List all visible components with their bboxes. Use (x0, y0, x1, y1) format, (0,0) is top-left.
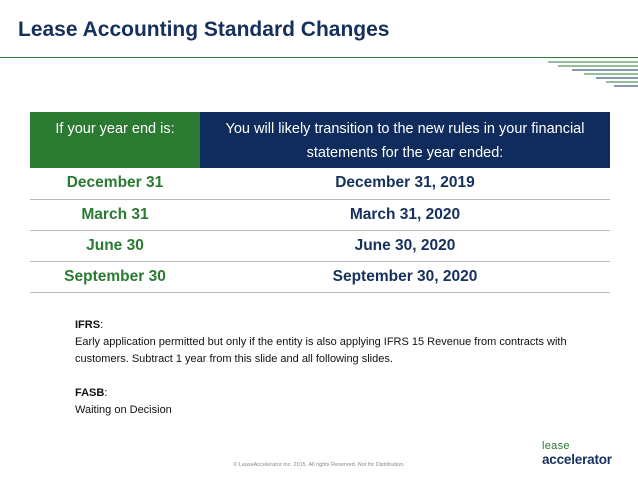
transition-cell: June 30, 2020 (200, 230, 610, 261)
logo-line1: lease (542, 440, 570, 452)
table-row (30, 168, 610, 199)
notes-block (75, 317, 575, 419)
year-end-cell: June 30 (30, 230, 200, 261)
table-header-row (30, 112, 610, 168)
fasb-heading-line: FASB: (75, 387, 108, 399)
table-row (30, 199, 610, 230)
lease-accelerator-logo (540, 440, 636, 474)
table-row (30, 261, 610, 292)
copyright-footer: © LeaseAccelerator Inc. 2015. All rights Reserved. Not for Distribution. (233, 462, 405, 468)
table-row (30, 230, 610, 261)
page-title: Lease Accounting Standard Changes (18, 18, 390, 41)
year-end-cell: March 31 (30, 199, 200, 230)
transition-table (30, 112, 610, 293)
header-transition: You will likely transition to the new rules in your financial statements for the year ended: (200, 112, 610, 168)
transition-cell: September 30, 2020 (200, 261, 610, 292)
year-end-cell: December 31 (30, 168, 200, 199)
year-end-cell: September 30 (30, 261, 200, 292)
header-year-end: If your year end is: (30, 112, 200, 168)
logo-line2: accelerator (542, 452, 612, 467)
ifrs-heading-line: IFRS: (75, 319, 104, 331)
decorative-lines (0, 0, 638, 100)
fasb-text: Waiting on Decision (75, 404, 172, 416)
ifrs-heading: IFRS (75, 319, 101, 331)
ifrs-text: Early application permitted but only if the entity is also applying IFRS 15 Revenue from contracts with customers. Subtract 1 year from this slide and all following slides. (75, 336, 567, 365)
fasb-heading: FASB (75, 387, 105, 399)
transition-cell: December 31, 2019 (200, 168, 610, 199)
transition-cell: March 31, 2020 (200, 199, 610, 230)
